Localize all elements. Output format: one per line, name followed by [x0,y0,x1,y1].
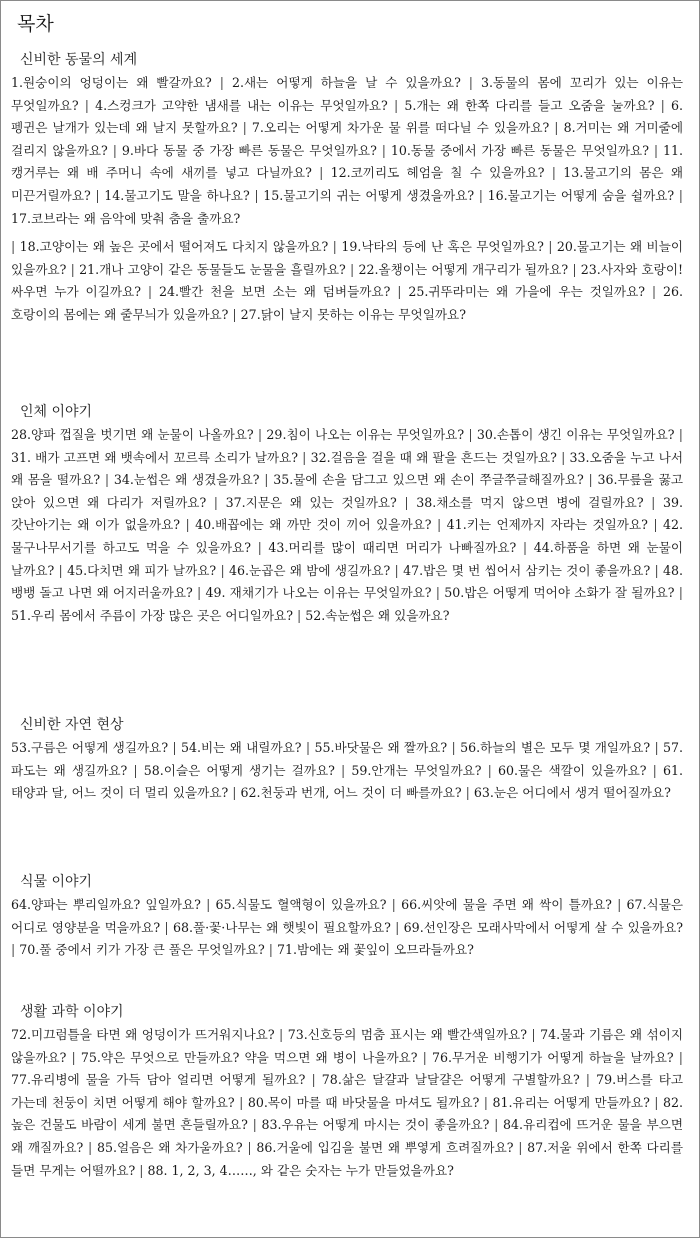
section-human-body [11,401,683,627]
toc-entry[interactable]: 6.펭귄은 날개가 있는데 왜 날지 못할까요? [11,97,684,136]
separator: | [376,142,391,158]
toc-entry[interactable]: 11.캥거루는 왜 배 주머니 속에 새끼를 넣고 다닐까요? [11,142,684,181]
toc-entry[interactable]: 9.바다 동물 중 가장 빠른 동물은 무엇일까요? [121,142,377,158]
toc-entry[interactable]: 34.눈썹은 왜 생겼을까요? [113,472,260,488]
separator: | [461,785,474,801]
toc-entry[interactable]: 85.얼음은 왜 차가울까요? [96,1139,243,1155]
toc-entry[interactable]: 49. 재채기가 나오는 이유는 무엇일까요? [205,585,432,601]
separator: | [431,517,447,533]
separator: | [648,142,663,158]
separator: | [673,1049,684,1065]
separator: | [526,1027,541,1042]
separator: | [234,1094,248,1110]
toc-entry[interactable]: 71.밤에는 왜 꽃잎이 오므라들까요? [276,942,474,958]
toc-entry[interactable]: 4.스컹크가 고약한 냄새를 내는 이유는 무엇일까요? [95,97,388,113]
toc-entry[interactable]: 51.우리 몸에서 주름이 가장 많은 곳은 어디일까요? [11,607,293,623]
toc-entry[interactable]: 22.올챙이는 어떻게 개구리가 될까요? [358,261,569,277]
toc-entry[interactable]: 13.물고기의 몸은 왜 미끈거릴까요? [11,165,683,203]
separator: | [396,494,417,510]
separator: | [200,897,216,912]
separator: | [328,239,342,255]
section-nature [11,714,683,805]
separator: | [417,1049,432,1065]
separator: | [650,562,664,578]
toc-entry[interactable]: 42.물구나무서기를 하고도 먹을 수 있을까요? [11,517,684,555]
toc-entry[interactable]: 5.개는 왜 한쪽 다리를 들고 오줌을 눌까요? [404,97,655,113]
toc-entry[interactable]: 75.약은 무엇으로 만들까요? 약을 먹으면 왜 병이 나을까요? [80,1049,418,1065]
separator: | [180,517,196,533]
toc-entry[interactable]: 65.식물도 혈액형이 있을까요? [215,897,387,912]
toc-entry[interactable]: 14.물고기도 말을 하나요? [104,187,250,203]
toc-entry[interactable]: 19.낙타의 등에 난 혹은 무엇일까요? [341,239,544,255]
separator: | [127,762,144,778]
separator: | [447,740,461,755]
toc-entry[interactable]: 12.코끼리도 헤엄을 칠 수 있을까요? [330,165,545,181]
toc-entry[interactable]: 17.코브라는 왜 음악에 맞춰 춤을 출까요? [11,210,241,226]
toc-entry[interactable]: 53.구름은 어떻게 생길까요? [11,740,169,755]
toc-entry[interactable]: 29.침이 나오는 이유는 무엇일까요? [266,427,465,442]
separator: | [247,1117,262,1133]
separator: | [647,517,663,533]
toc-entry[interactable]: 62.천둥과 번개, 어느 것이 더 빠를까요? [240,785,462,801]
section-heading: 신비한 자연 현상 [20,717,124,733]
toc-entry[interactable]: 52.속눈썹은 왜 있을까요? [305,607,450,623]
toc-entry[interactable]: 60.물은 색깔이 있을까요? [498,762,647,778]
toc-entry[interactable]: 26.호랑이의 몸에는 왜 줄무늬가 있을까요? [11,284,684,322]
separator: | [83,1139,97,1155]
toc-entry[interactable]: 67.식물은 어디로 영양분을 먹을까요? [11,897,684,935]
toc-entry[interactable]: 55.바닷물은 왜 짤까요? [314,740,448,755]
separator: | [334,762,352,778]
separator: | [90,187,105,203]
separator: | [211,75,232,90]
toc-entry[interactable]: 46.눈곱은 왜 밤에 생길까요? [229,562,391,578]
separator: | [583,472,598,488]
separator: | [649,1094,664,1110]
toc-entry[interactable]: 48.뱅뱅 돌고 나면 왜 어지러울까요? [11,562,684,601]
toc-paragraph [11,737,683,805]
separator: | [237,120,252,136]
separator: | [54,562,68,578]
separator: | [249,187,264,203]
toc-entry[interactable]: 21.개나 고양이 같은 동물들도 눈물을 흘릴까요? [79,261,346,277]
separator: | [242,1139,257,1155]
separator: | [489,1117,503,1133]
toc-paragraph [11,1024,683,1182]
separator: | [674,187,684,203]
separator: | [460,75,482,90]
toc-entry[interactable]: 64.양파는 뿌리일까요? 잎일까요? [11,897,201,912]
separator: | [556,449,570,465]
separator: | [387,97,405,113]
toc-entry[interactable]: 50.밥은 어떻게 먹어야 소화가 잘 될까요? [444,585,675,601]
section-everyday-science [11,1001,683,1182]
toc-entry[interactable]: 1.원숭이의 엉덩이는 왜 빨갈까요? [11,75,212,90]
separator: | [135,1162,148,1178]
toc-entry[interactable]: 58.이슬은 어떻게 생기는 걸까요? [143,762,335,778]
toc-entry[interactable]: 31. 배가 고프면 왜 뱃속에서 꼬르륵 소리가 날까요? [11,449,299,465]
separator: | [474,187,488,203]
separator: | [292,607,306,623]
toc-paragraph [11,236,683,326]
toc-entry[interactable]: 43.머리를 많이 때리면 머리가 나빠질까요? [268,539,517,555]
separator: | [645,284,663,300]
toc-entry[interactable]: 66.씨앗에 물을 주면 왜 싹이 틀까요? [401,897,612,912]
separator: | [259,472,274,488]
toc-entry[interactable]: 33.오줌을 누고 나서 왜 몸을 떨까요? [11,449,684,488]
toc-entry[interactable]: 81.유리는 어떻게 만들까요? [492,1094,650,1110]
toc-entry[interactable]: 79.버스를 타고 가는데 천둥이 치면 어떻게 해야 할까요? [11,1072,684,1110]
separator: | [345,261,359,277]
toc-paragraph [11,894,683,962]
toc-entry[interactable]: 72.미끄럼틀을 타면 왜 엉덩이가 뜨거워지나요? [11,1027,275,1042]
separator: | [674,585,684,601]
toc-entry[interactable]: 59.안개는 무엇일까요? [351,762,482,778]
toc-paragraph [11,424,683,627]
separator: | [301,740,315,755]
toc-entry[interactable]: 38.채소를 먹지 않으면 병에 걸릴까요? [416,494,644,510]
separator: | [160,919,173,935]
section-heading: 인체 이야기 [20,404,93,420]
toc-entry[interactable]: 86.거울에 입김을 불면 왜 뿌옇게 흐려질까요? [256,1139,514,1155]
toc-entry[interactable]: 57.파도는 왜 생길까요? [11,740,684,778]
toc-entry[interactable]: 68.풀·꽃·나무는 왜 햇빛이 필요할까요? [172,919,391,935]
toc-entry[interactable]: 27.닭이 날지 못하는 이유는 무엇일까요? [240,306,466,322]
separator: | [305,1072,322,1088]
toc-paragraph [11,72,683,230]
separator: | [513,1139,528,1155]
toc-entry[interactable]: 56.하늘의 별은 모두 몇 개일까요? [460,740,651,755]
section-heading: 생활 과학 이야기 [20,1004,124,1020]
section-animals [11,49,683,327]
toc-entry[interactable]: 80.목이 마를 때 바닷물을 마셔도 될까요? [247,1094,480,1110]
separator: | [264,942,277,958]
toc-entry[interactable]: 83.우유는 어떻게 마시는 것이 좋을까요? [261,1117,490,1133]
toc-entry[interactable]: 45.다치면 왜 피가 날까요? [67,562,217,578]
separator: | [654,97,671,113]
separator: | [568,261,581,277]
separator: | [390,562,404,578]
separator: | [100,472,114,488]
toc-entry[interactable]: 70.풀 중에서 키가 가장 큰 풀은 무엇일까요? [19,942,265,958]
toc-entry[interactable]: 16.물고기는 어떻게 숨을 쉴까요? [487,187,675,203]
toc-entry[interactable]: 32.걸음을 걸을 때 왜 팔을 흔드는 것일까요? [310,449,557,465]
separator: | [274,1027,288,1042]
separator: | [549,120,564,136]
separator: | [253,427,267,442]
separator: | [643,494,664,510]
separator: | [168,740,181,755]
toc-entry[interactable]: 25.귀뚜라미는 왜 가을에 우는 것일까요? [408,284,646,300]
section-plants [11,871,683,962]
toc-entry[interactable]: 69.선인장은 모래사막에서 어떻게 살 수 있을까요? [403,919,683,935]
toc-entry[interactable]: 77.유리병에 물을 가득 담아 얼리면 어떻게 될까요? [11,1072,306,1088]
separator: | [66,1049,81,1065]
toc-entry[interactable]: 44.하품을 하면 왜 눈물이 날까요? [11,539,684,578]
separator: | [579,1072,597,1088]
separator: | [544,165,564,181]
separator: | [140,284,159,300]
toc-entry[interactable]: 3.동물의 몸에 꼬리가 있는 이유는 무엇일까요? [11,75,684,113]
separator: | [206,494,226,510]
toc-entry[interactable]: 10.동물 중에서 가장 빠른 동물은 무엇일까요? [390,142,649,158]
separator: | [479,1094,493,1110]
separator: | [386,897,402,912]
toc-entry[interactable]: 88. 1, 2, 3, 4……, 와 같은 숫자는 누가 만들었을까요? [147,1162,454,1178]
separator: | [431,585,445,601]
toc-entry[interactable]: 36.무릎을 꿇고 앉아 있으면 왜 다리가 저릴까요? [11,472,684,510]
separator: | [390,919,404,935]
toc-entry[interactable]: 7.오리는 어떻게 차가운 물 위를 떠다닐 수 있을까요? [251,120,550,136]
separator: | [11,942,20,958]
toc-entry[interactable]: 37.지문은 왜 있는 것일까요? [225,494,397,510]
toc-entry[interactable]: 74.물과 기름은 왜 섞이지 않을까요? [11,1027,684,1065]
toc-entry[interactable]: 20.물고기는 왜 비늘이 있을까요? [11,239,684,277]
page-title: 목차 [17,13,54,35]
separator: | [11,239,20,255]
separator: | [311,165,331,181]
separator: | [216,562,229,578]
toc-entry[interactable]: 2.새는 어떻게 하늘을 날 수 있을까요? [231,75,461,90]
separator: | [464,427,477,442]
toc-entry[interactable]: 30.손톱이 생긴 이유는 무엇일까요? [476,427,675,442]
toc-entry[interactable]: 8.거미는 왜 거미줄에 걸리지 않을까요? [11,120,684,158]
separator: | [298,449,311,465]
separator: | [650,740,664,755]
separator: | [228,785,241,801]
separator: | [543,239,557,255]
toc-entry[interactable]: 78.삶은 달걀과 날달걀은 어떻게 구별할까요? [321,1072,580,1088]
toc-entry[interactable]: 18.고양이는 왜 높은 곳에서 떨어져도 다치지 않을까요? [19,239,329,255]
toc-entry[interactable]: 63.눈은 어디에서 생겨 떨어질까요? [473,785,671,801]
toc-entry[interactable]: 41.키는 언제까지 자라는 것일까요? [446,517,648,533]
separator: | [78,97,96,113]
section-heading: 신비한 동물의 세계 [20,52,138,68]
toc-entry[interactable]: 39.갓난아기는 왜 이가 없을까요? [11,494,684,533]
separator: | [390,284,409,300]
toc-entry[interactable]: 35.물에 손을 담그고 있으면 왜 손이 쭈글쭈글해질까요? [273,472,584,488]
separator: | [646,762,663,778]
separator: | [228,306,241,322]
toc-entry[interactable]: 61. 태양과 달, 어느 것이 더 멀리 있을까요? [11,762,684,801]
separator: | [66,261,80,277]
toc-entry[interactable]: 73.신호등의 멈춤 표시는 왜 빨간색일까요? [287,1027,527,1042]
toc-entry[interactable]: 82.높은 건물도 바람이 세게 불면 흔들릴까요? [11,1094,684,1133]
separator: | [674,427,684,442]
toc-entry[interactable]: 87.저울 위에서 한쪽 다리를 들면 무게는 어떨까요? [11,1139,683,1178]
toc-entry[interactable]: 84.유리컵에 뜨거운 물을 부으면 왜 깨질까요? [11,1117,684,1155]
separator: | [611,897,627,912]
separator: | [516,539,534,555]
toc-entry[interactable]: 24.빨간 천을 보면 소는 왜 덤벼들까요? [158,284,391,300]
separator: | [192,585,206,601]
separator: | [250,539,269,555]
toc-entry[interactable]: 76.무거운 비행기가 어떻게 하늘을 날까요? [431,1049,674,1065]
toc-entry[interactable]: 15.물고기의 귀는 어떻게 생겼을까요? [263,187,475,203]
toc-entry[interactable]: 28.양파 껍질을 벗기면 왜 눈물이 나올까요? [11,427,254,442]
toc-entry[interactable]: 23.사자와 호랑이! 싸우면 누가 이길까요? [11,261,684,300]
section-heading: 식물 이야기 [20,874,93,890]
toc-entry[interactable]: 54.비는 왜 내릴까요? [180,740,302,755]
separator: | [107,142,122,158]
toc-entry[interactable]: 40.배꼽에는 왜 까만 것이 끼어 있을까요? [195,517,432,533]
toc-entry[interactable]: 47.밥은 몇 번 씹어서 삼키는 것이 좋을까요? [403,562,651,578]
separator: | [481,762,499,778]
